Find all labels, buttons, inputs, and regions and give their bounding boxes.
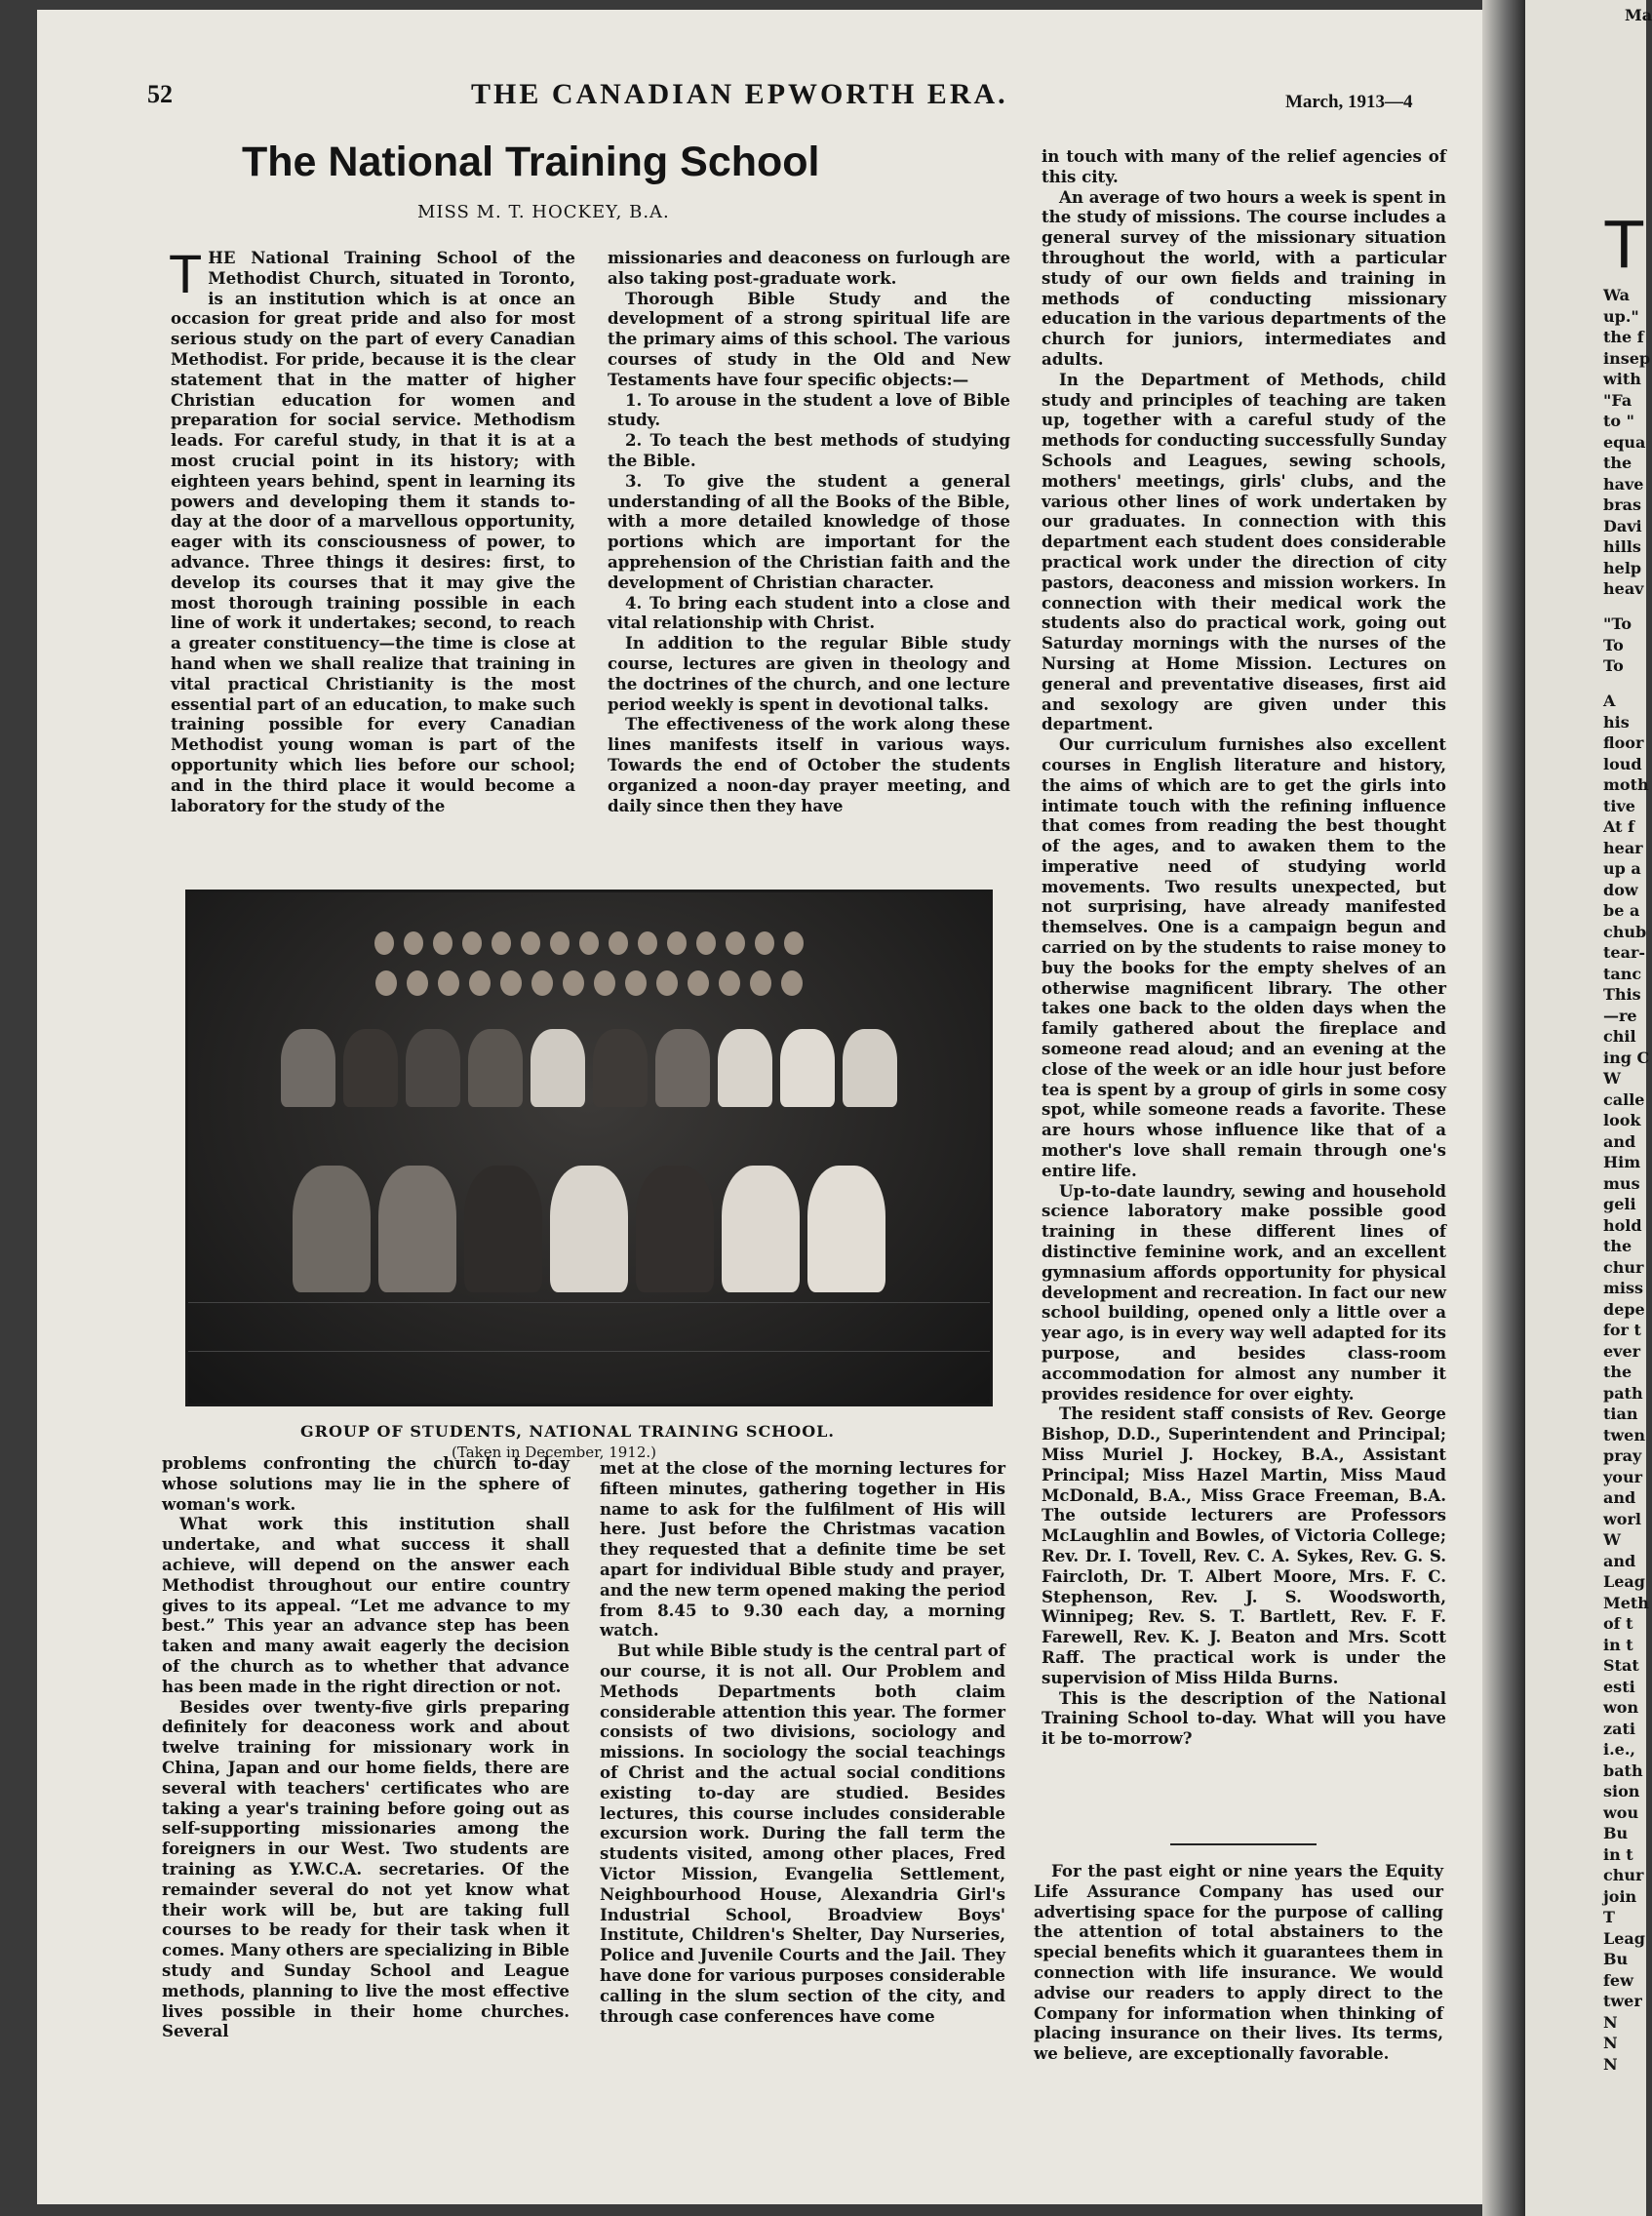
photo-row-back: [188, 931, 990, 955]
facing-page-line: equa: [1603, 432, 1646, 452]
paragraph: For the past eight or nine years the Equity Life Assurance Company has used our advertising space for the purpose of calling the attention of total abstainers to the special benefits which it guarantees them in connection with life insurance. We would advise our readers to apply direct to the Company for information when thinking of placing insurance on their lives. Its terms, we believe, are exceptionally favorable.: [1034, 1861, 1443, 2064]
facing-page-line: loud: [1603, 754, 1642, 773]
photo-step: [188, 1302, 990, 1303]
facing-page-line: Bu: [1603, 1824, 1629, 1842]
paragraph: In the Department of Methods, child study and principles of teaching are taken up, together with a careful study of the methods for conducting successfully Sunday Schools and Leagues, sewing schools, mothers' meetings, girls' clubs, and the various other lines of work undertaken by our graduates. In connection with this department each student does considerable practical work under the direction of city pastors, deaconess and mission workers. In connection with their medical work the students also do practical work, going out Saturday mornings with the nurses of the Nursing at Home Mission. Lectures on general and preventative diseases, first aid and sexology are given under this department.: [1042, 369, 1446, 734]
paragraph: An average of two hours a week is spent in the study of missions. The course includes a general survey of the missionary situation throughout the world, with a particular study of our own fields and training in methods of conducting missionary education in the various departments of the church for juniors, intermediates and adults.: [1042, 186, 1446, 369]
facing-page-line: T: [1603, 1908, 1615, 1926]
facing-page-line: sion: [1603, 1782, 1640, 1800]
facing-page-line: and: [1603, 1551, 1636, 1570]
facing-page-line: ever: [1603, 1341, 1641, 1361]
paragraph: But while Bible study is the central part of our course, it is not all. Our Problem and Methods Departments both claim considerable attention this year. The former consists of two divisions, sociology and missions. In sociology the social teachings of Christ and the actual social conditions existing to-day are studied. Besides lectures, this course includes considerable excursion work. During the fall term the students visited, among other places, Fred Victor Mission, Evangelia Settlement, Neighbourhood House, Alexandria Girl's Industrial School, Broadview Boys' Institute, Children's Shelter, Day Nurseries, Police and Juvenile Courts and the Jail. They have done for various purposes considerable calling in the slum section of the city, and through case conferences have come: [600, 1641, 1005, 2026]
facing-page-line: At f: [1603, 817, 1634, 836]
facing-page-line: and: [1603, 1131, 1636, 1151]
paragraph: This is the description of the National Training School to-day. What will you have it be to-morrow?: [1042, 1687, 1446, 1749]
paragraph: Our curriculum furnishes also excellent courses in English literature and history, the aims of which are to get the girls into intimate touch with the refining influence that comes from reading the best thought of the ages, and to awaken them to the imperative need of studying world movements. Two results unexpected, but not surprising, have already manifested themselves. One is a campaign begun and carried on by the students to raise money to buy the books for the empty shelves of an otherwise magnificent library. The other takes one back to the olden days when the family gathered about the fireplace and someone read aloud; and an evening at the close of the week or an idle hour just before tea is spent by a group of girls in some cosy spot, while someone reads a favorite. These are hours whose influence like that of a mother's love shall remain through one's entire life.: [1042, 734, 1446, 1180]
facing-page-line: be a: [1603, 901, 1640, 920]
paragraph: missionaries and deaconess on furlough are also taking post-graduate work.: [608, 248, 1010, 288]
facing-page-line: bras: [1603, 495, 1641, 514]
facing-page-line: his: [1603, 712, 1630, 732]
facing-page-line: look: [1603, 1111, 1641, 1129]
facing-page-line: the: [1603, 1363, 1632, 1381]
column-3: [1042, 146, 1446, 1749]
facing-page-line: N: [1603, 2054, 1618, 2074]
facing-page-line: tear-: [1603, 943, 1646, 962]
facing-page-line: Stat: [1603, 1656, 1639, 1675]
facing-page-line: moth: [1603, 775, 1649, 794]
facing-page-line: This: [1603, 985, 1641, 1004]
separator-rule: [1170, 1843, 1317, 1845]
photo-step: [188, 1351, 990, 1352]
paragraph: 1. To arouse in the student a love of Bible study.: [608, 389, 1010, 430]
column-2-top: [608, 248, 1010, 815]
facing-page-line: hold: [1603, 1215, 1642, 1235]
facing-page-line: with: [1603, 370, 1641, 388]
facing-page-line: the: [1603, 454, 1632, 472]
paragraph: Thorough Bible Study and the development of a strong spiritual life are the primary aims of this school. The various courses of study in the Old and New Testaments have four specific objects:—: [608, 288, 1010, 389]
facing-page-line: Leag: [1603, 1572, 1645, 1591]
facing-page-line: "To: [1603, 614, 1632, 633]
facing-page-line: join: [1603, 1886, 1637, 1906]
journal-title: THE CANADIAN EPWORTH ERA.: [471, 78, 1008, 110]
facing-page-line: the f: [1603, 328, 1644, 346]
article-author: MISS M. T. HOCKEY, B.A.: [417, 202, 670, 222]
facing-page-line: depe: [1603, 1299, 1645, 1319]
facing-page-line: chub: [1603, 922, 1647, 941]
facing-page-line: up.": [1603, 306, 1639, 326]
paragraph: 4. To bring each student into a close and vital relationship with Christ.: [608, 592, 1010, 633]
facing-page-line: in t: [1603, 1844, 1633, 1864]
facing-page-line: the: [1603, 1237, 1632, 1255]
facing-page-line: path: [1603, 1383, 1643, 1403]
facing-page-line: Davi: [1603, 516, 1642, 535]
facing-page-line: Bu: [1603, 1950, 1629, 1968]
facing-page-line: mus: [1603, 1173, 1640, 1193]
issue-date: March, 1913—4: [1285, 92, 1413, 112]
facing-page-line: To: [1603, 635, 1624, 654]
advertisement-note: [1034, 1861, 1443, 2064]
facing-page-line: your: [1603, 1467, 1643, 1486]
paragraph: In addition to the regular Bible study course, lectures are given in theology and the doctrines of the church, and one lecture period weekly is spent in devotional talks.: [608, 633, 1010, 714]
facing-page-line: bath: [1603, 1761, 1643, 1780]
photo-subcaption: (Taken in December, 1912.): [452, 1444, 656, 1461]
facing-page-line: tanc: [1603, 964, 1642, 983]
facing-page-line: floor: [1603, 733, 1644, 752]
paragraph: met at the close of the morning lectures for fifteen minutes, gathering together in His name to ask for the fulfilment of His will here. Just before the Christmas vacation they requested that a definite time be set apart for individual Bible study and prayer, and the new term opened making the period from 8.45 to 9.30 each day, a morning watch.: [600, 1458, 1005, 1641]
facing-page-line: heav: [1603, 579, 1644, 598]
facing-page-line: "Fa: [1603, 390, 1632, 410]
paragraph: 2. To teach the best methods of studying the Bible.: [608, 430, 1010, 470]
facing-page-line: zati: [1603, 1719, 1635, 1738]
facing-page-edge: [1525, 0, 1652, 2216]
photo-row-front: [188, 1166, 990, 1292]
facing-page-line: tive: [1603, 796, 1635, 815]
facing-page-line: won: [1603, 1698, 1639, 1717]
facing-page-line: W: [1603, 1530, 1621, 1549]
facing-page-line: hear: [1603, 838, 1643, 857]
facing-page-line: esti: [1603, 1677, 1635, 1696]
paragraph: 3. To give the student a general understanding of all the Books of the Bible, with a more detailed knowledge of those portions which are important for the apprehension of the Christian faith and the development of Christian character.: [608, 470, 1010, 592]
paragraph: Besides over twenty-five girls preparing definitely for deaconess work and about twelve training for missionary work in China, Japan and our home fields, there are several with teachers' certificates who are taking a year's training before going out as self-supporting missionaries among the foreigners in our West. Two students are training as Y.W.C.A. secretaries. Of the remainder several do not yet know what their work will be, but are taking full courses to be ready for their task when it comes. Many others are specializing in Bible study and Sunday School and League methods, planning to live the most effective lives possible in their home churches. Several: [162, 1696, 570, 2041]
facing-page-line: wou: [1603, 1802, 1639, 1822]
photo-row-middle: [188, 1029, 990, 1107]
facing-page-line: miss: [1603, 1279, 1644, 1297]
facing-page-line: Leag: [1603, 1928, 1645, 1948]
facing-page-line: twer: [1603, 1992, 1642, 2010]
group-photo: [185, 890, 993, 1406]
facing-page-line: help: [1603, 558, 1642, 577]
paragraph: in touch with many of the relief agencies of this city.: [1042, 146, 1446, 186]
facing-page-line: chil: [1603, 1027, 1636, 1046]
column-1-bottom: [162, 1453, 570, 2041]
column-1-top: [169, 243, 575, 815]
facing-page-line: worl: [1603, 1509, 1641, 1528]
facing-page-line: A: [1603, 692, 1616, 710]
facing-page-line: tian: [1603, 1405, 1638, 1423]
facing-page-dropcap: T: [1603, 206, 1645, 282]
paragraph: HE National Training School of the Methodist Church, situated in Toronto, is an institution which is at once an occasion for great pride and also for most serious study on the part of every Canadian Methodist. For pride, because it is the clear statement that in the matter of higher Christian education for women and preparation for social service. Methodism leads. For careful study, in that it is at a most crucial point in its history; with eighteen years behind, spent in learning its powers and developing them it stands to-day at the door of a marvellous opportunity, eager with its consciousness of power, to advance. Three things it desires: first, to develop its courses that it may give the most thorough training possible in each line of work it undertakes; second, to reach a greater constituency—the time is close at hand when we shall realize that training in vital practical Christianity is the most essential part of an education, to make such training possible for every Canadian Methodist young woman is part of the opportunity which lies before our school; and in the third place it would become a laboratory for the study of the: [171, 248, 575, 815]
facing-page-line: —re: [1603, 1006, 1637, 1025]
article-title: The National Training School: [242, 138, 820, 185]
facing-page-line: have: [1603, 474, 1644, 494]
facing-page-line: pray: [1603, 1446, 1642, 1465]
facing-page-line: and: [1603, 1488, 1636, 1507]
paragraph: What work this institution shall undertake, and what success it shall achieve, will depend on the answer each Methodist throughout our entire country gives to its appeal. “Let me advance to my best.” This year an advance step has been taken and many await eagerly the decision of the church as to whether that advance has been made in the right direction or not.: [162, 1514, 570, 1696]
facing-page-header: Ma: [1625, 6, 1652, 24]
paragraph: The resident staff consists of Rev. George Bishop, D.D., Superintendent and Principal; Miss Muriel J. Hockey, B.A., Assistant Principal; Miss Hazel Martin, Miss Maud McDonald, B.A., Miss Grace Freeman, B.A. The outside lecturers are Professors McLaughlin and Bowles, of Victoria College; Rev. Dr. I. Tovell, Rev. C. A. Sykes, Rev. G. S. Faircloth, Dr. T. Albert Moore, Mrs. F. C. Stephenson, Rev. J. S. Woodsworth, Winnipeg; Rev. S. T. Bartlett, Rev. F. F. Farewell, Rev. K. J. Beaton and Mrs. Scott Raff. The practical work is under the supervision of Miss Hilda Burns.: [1042, 1404, 1446, 1687]
photo-row-upper: [188, 970, 990, 996]
facing-page-line: twen: [1603, 1425, 1645, 1444]
facing-page-line: of t: [1603, 1614, 1633, 1633]
facing-page-line: W: [1603, 1069, 1621, 1088]
facing-page-line: hills: [1603, 537, 1641, 556]
paragraph: Up-to-date laundry, sewing and household science laboratory make possible good training in these different lines of distinctive feminine work, and an excellent gymnasium affords opportunity for physical development and recreation. In fact our new school building, opened only a little over a year ago, is in every way well adapted for its purpose, and besides class-room accommodation for almost any number it provides residence for over eighty.: [1042, 1180, 1446, 1404]
facing-page-line: insep: [1603, 348, 1651, 368]
facing-page-line: to ": [1603, 412, 1634, 430]
facing-page-line: Meth: [1603, 1593, 1649, 1612]
page-number: 52: [147, 80, 173, 108]
facing-page-line: chur: [1603, 1866, 1644, 1884]
facing-page-line: Him: [1603, 1153, 1641, 1171]
facing-page-line: dow: [1603, 880, 1638, 899]
facing-page-line: N: [1603, 2012, 1618, 2032]
facing-page-line: Wa: [1603, 286, 1630, 304]
facing-page-line: up a: [1603, 859, 1641, 878]
facing-page-line: N: [1603, 2034, 1618, 2052]
facing-page-line: ing C: [1603, 1048, 1650, 1067]
page-fold-shadow: [1482, 0, 1525, 2216]
facing-page-line: To: [1603, 656, 1624, 675]
facing-page-line: few: [1603, 1970, 1633, 1990]
facing-page-line: calle: [1603, 1089, 1645, 1109]
facing-page-line: i.e.,: [1603, 1740, 1635, 1759]
facing-page-line: chur: [1603, 1257, 1644, 1277]
facing-page-line: geli: [1603, 1195, 1636, 1213]
photo-caption: GROUP OF STUDENTS, NATIONAL TRAINING SCHOOL.: [300, 1422, 835, 1441]
magazine-page: [37, 10, 1505, 2204]
facing-page-line: for t: [1603, 1321, 1641, 1339]
paragraph: The effectiveness of the work along these lines manifests itself in various ways. Towards the end of October the students organized a noon-day prayer meeting, and daily since then they have: [608, 714, 1010, 815]
column-2-bottom: [600, 1458, 1005, 2026]
paragraph: problems confronting the church to-day whose solutions may lie in the sphere of woman's work.: [162, 1453, 570, 1514]
drop-cap: T: [169, 243, 203, 304]
facing-page-line: in t: [1603, 1635, 1633, 1654]
